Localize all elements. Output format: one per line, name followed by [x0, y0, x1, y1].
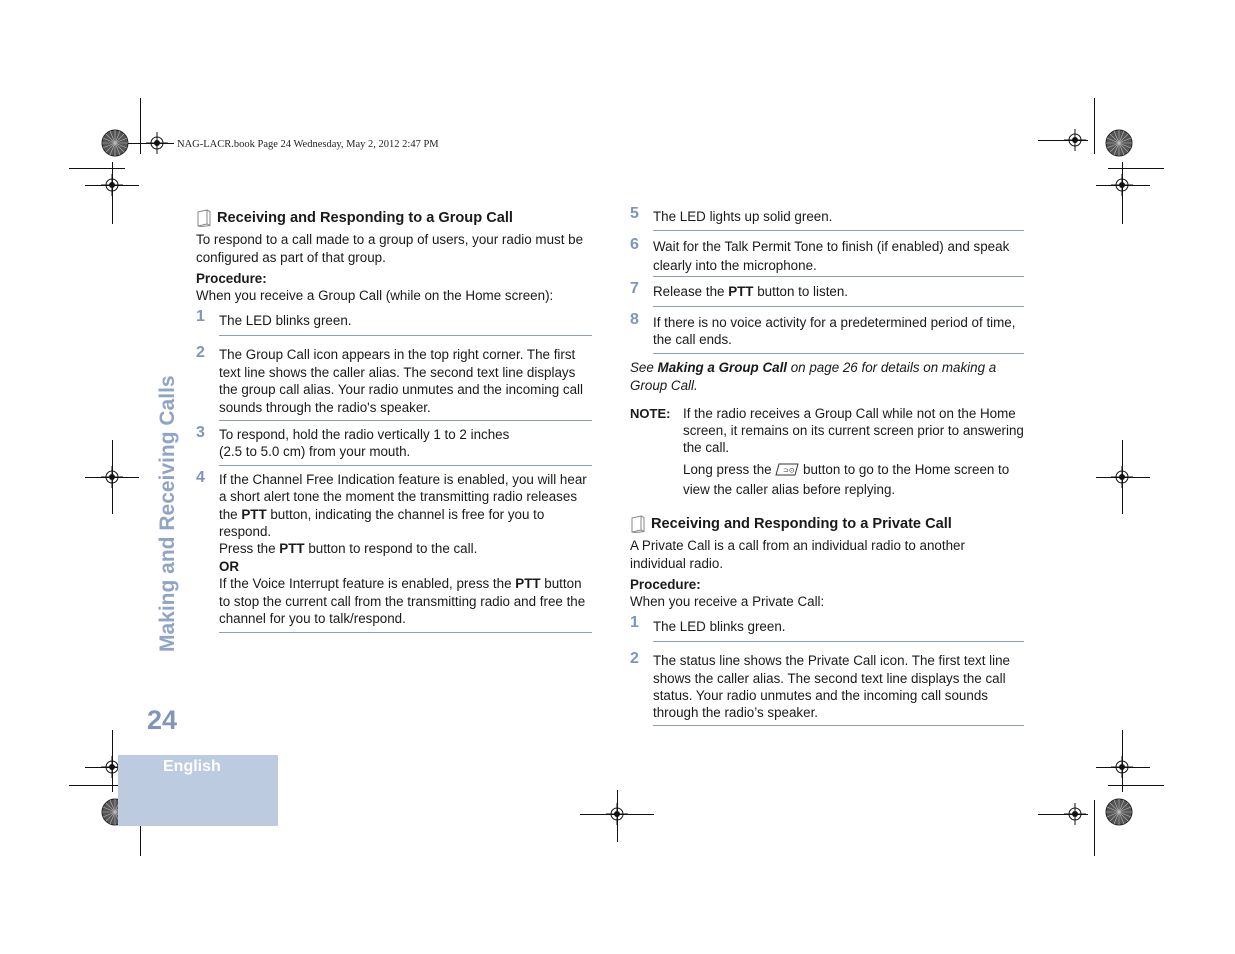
step — [630, 642, 1024, 726]
step-number: 1 — [630, 613, 639, 631]
registration-target-icon — [101, 174, 123, 196]
step-text: The Group Call icon appears in the top right corner. The first text line shows the caller alias. The second text line displays the group call alias. Your radio unmutes and the incoming call sounds through the radio's speaker. — [219, 347, 584, 415]
group-call-title: Receiving and Responding to a Group Call — [217, 210, 513, 226]
note-text-part: Long press the — [683, 461, 776, 477]
private-call-intro: A Private Call is a call from an individual radio to another individual radio. — [630, 537, 965, 571]
ptt-keyword: PTT — [728, 284, 754, 300]
step — [196, 421, 592, 466]
registration-target-icon — [1064, 803, 1086, 825]
procedure-label: Procedure: — [630, 576, 701, 592]
see-reference — [630, 359, 1024, 395]
step-number: 4 — [196, 468, 205, 486]
step — [630, 277, 1024, 306]
step-paragraph — [219, 540, 592, 557]
home-key-icon — [775, 463, 799, 476]
see-text: See — [630, 359, 658, 375]
step-text: The LED blinks green. — [219, 313, 352, 328]
section-side-title: Making and Receiving Calls — [156, 375, 179, 652]
step-number: 5 — [630, 205, 639, 222]
note-text: If the radio receives a Group Call while not on the Home screen, it remains on its current screen prior to answering the call. — [683, 405, 1024, 456]
step — [196, 305, 592, 336]
starburst-mark-icon — [102, 130, 128, 156]
step-text: button, indicating the channel is free for you to respond. — [219, 506, 545, 540]
step-text: Release the — [653, 284, 729, 300]
right-column — [630, 206, 1024, 726]
registration-target-icon — [101, 466, 123, 488]
note-text — [683, 460, 1024, 500]
procedure-label: Procedure: — [196, 271, 267, 286]
print-header: NAG-LACR.book Page 24 Wednesday, May 2, 2012 2:47 PM — [177, 139, 439, 150]
ptt-keyword: PTT — [279, 541, 305, 557]
step-number: 8 — [630, 310, 639, 328]
note-block — [630, 405, 1024, 500]
step-text: If the Channel Free Indication feature is enabled, you will hear a short alert tone the moment the transmitting radio releases the — [219, 471, 587, 522]
step-text: The LED blinks green. — [653, 618, 786, 634]
book-icon — [630, 515, 646, 533]
procedure-intro: When you receive a Private Call: — [630, 593, 825, 609]
step-number: 3 — [196, 424, 205, 442]
step — [630, 205, 1024, 231]
note-text-part: button to go to the Home screen to view the caller alias before replying. — [683, 461, 1010, 497]
step-text-line: To respond, hold the radio vertically 1 to 2 inches — [219, 427, 510, 443]
step-number: 7 — [630, 280, 639, 298]
step — [630, 231, 1024, 277]
step-text: Wait for the Talk Permit Tone to finish (if enabled) and speak clearly into the microphone. — [653, 239, 1010, 274]
page-number: 24 — [147, 705, 178, 735]
group-call-heading — [196, 208, 592, 228]
step-text-line: (2.5 to 5.0 cm) from your mouth. — [219, 444, 411, 460]
starburst-mark-icon — [1106, 799, 1132, 825]
ptt-keyword: PTT — [241, 506, 267, 522]
group-call-intro: To respond to a call made to a group of users, your radio must be configured as part of that group. — [196, 232, 584, 265]
procedure-intro: When you receive a Group Call (while on the Home screen): — [196, 288, 554, 303]
book-icon — [196, 209, 212, 227]
step-text: button to listen. — [753, 284, 849, 300]
svg-text:⊃⊙: ⊃⊙ — [783, 466, 796, 475]
step-number: 1 — [196, 308, 205, 325]
step-number: 2 — [196, 344, 205, 362]
step-text: The status line shows the Private Call icon. The first text line shows the caller alias. The second text line displays the call status. Your radio unmutes and the incoming call sounds through the radio’s speaker. — [653, 653, 1010, 721]
note-label: NOTE: — [630, 405, 671, 421]
language-label: English — [163, 758, 221, 775]
step-paragraph — [219, 575, 592, 627]
step-number: 2 — [630, 650, 639, 668]
or-label: OR — [219, 558, 240, 574]
registration-target-icon — [606, 803, 628, 825]
step-paragraph — [219, 471, 592, 541]
step-text: Press the — [219, 541, 280, 557]
private-call-heading — [630, 514, 1024, 534]
step — [196, 466, 592, 633]
registration-target-icon — [1111, 756, 1133, 778]
ptt-keyword: PTT — [515, 576, 541, 592]
see-text: on page 26 for details on making a Group Call. — [630, 359, 997, 393]
step-number: 6 — [630, 236, 639, 254]
note-body — [683, 405, 1024, 500]
step-text: If the Voice Interrupt feature is enabled, press the — [219, 576, 516, 592]
step-text: button to respond to the call. — [304, 541, 478, 557]
registration-target-icon — [1064, 129, 1086, 151]
step-text: The LED lights up solid green. — [653, 209, 833, 224]
see-link[interactable]: Making a Group Call — [657, 359, 788, 375]
starburst-mark-icon — [1106, 130, 1132, 156]
private-call-title: Receiving and Responding to a Private Call — [651, 515, 952, 532]
step-text: button to stop the current call from the transmitting radio and free the channel for you to talk/respond. — [219, 576, 586, 627]
step-text: If there is no voice activity for a predetermined period of time, the call ends. — [653, 314, 1016, 348]
step — [196, 336, 592, 421]
step — [630, 611, 1024, 642]
registration-target-icon — [1111, 174, 1133, 196]
step — [630, 307, 1024, 354]
registration-target-icon — [146, 132, 168, 154]
registration-target-icon — [1111, 466, 1133, 488]
left-column — [196, 208, 592, 633]
